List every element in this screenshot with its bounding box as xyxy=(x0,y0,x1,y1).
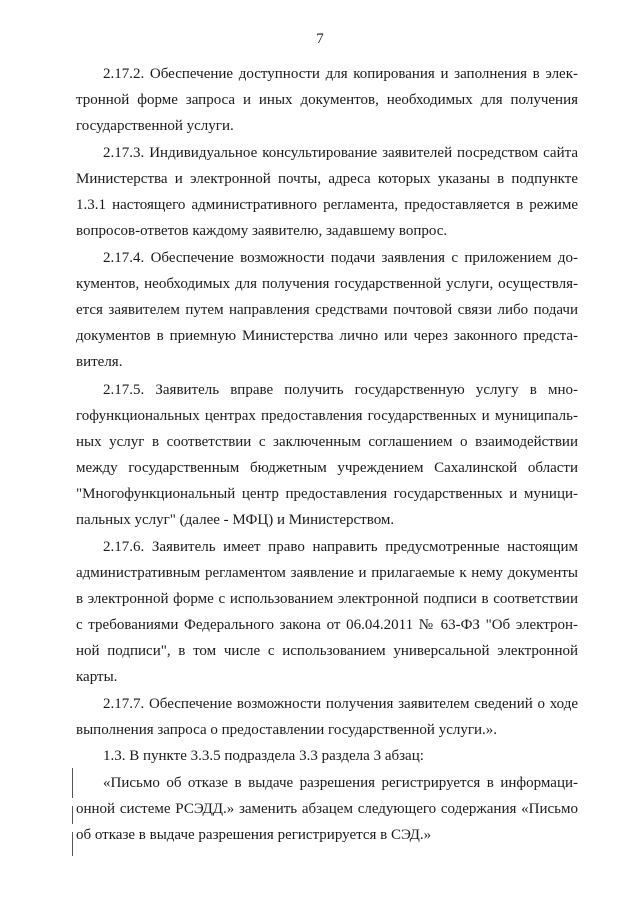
text-line: 2.17.2. Обеспечение доступности для копирования и заполнения в элек- xyxy=(103,66,578,82)
text-line: онной системе РСЭДД.» заменить абзацем следующего содержания «Письмо xyxy=(76,801,578,817)
text-line: гофункциональных центрах предоставления государственных и муниципаль- xyxy=(76,408,578,424)
text-line: ных услуг в соответствии с заключенным соглашением о взаимодействии xyxy=(76,434,578,450)
text-line: документов в приемную Министерства лично или через законного предста- xyxy=(76,328,578,344)
text-line: вопросов-ответов каждому заявителю, задавшему вопрос. xyxy=(76,223,448,239)
text-line: 2.17.5. Заявитель вправе получить государственную услугу в мно- xyxy=(103,382,578,398)
text-line: пальных услуг" (далее - МФЦ) и Министерством. xyxy=(76,512,395,528)
margin-mark xyxy=(72,832,73,856)
page-number: 7 xyxy=(316,31,324,47)
text-line: тронной форме запроса и иных документов, необходимых для получения xyxy=(76,92,578,108)
margin-mark xyxy=(72,768,73,798)
text-line: «Письмо об отказе в выдаче разрешения регистрируется в информаци- xyxy=(103,775,578,791)
text-line: 1.3. В пункте 3.3.5 подраздела 3.3 раздела 3 абзац: xyxy=(103,748,424,764)
text-line: ной подписи", в том числе с использованием универсальной электронной xyxy=(76,643,578,659)
text-line: 2.17.3. Индивидуальное консультирование заявителей посредством сайта xyxy=(103,145,578,161)
text-line: 1.3.1 настоящего административного регламента, предоставляется в режиме xyxy=(76,197,578,213)
margin-mark xyxy=(72,806,73,824)
text-line: ется заявителем путем направления средствами почтовой связи либо подачи xyxy=(76,302,578,318)
text-line: "Многофункциональный центр предоставления государственных и муници- xyxy=(76,486,578,502)
text-line: между государственным бюджетным учреждением Сахалинской области xyxy=(76,460,578,476)
text-line: Министерства и электронной почты, адреса которых указаны в подпункте xyxy=(76,171,578,187)
text-line: об отказе в выдаче разрешения регистрируется в СЭД.» xyxy=(76,827,432,843)
text-line: с требованиями Федерального закона от 06.04.2011 № 63-ФЗ "Об электрон- xyxy=(76,617,578,633)
text-line: в электронной форме с использованием электронной подписи в соответствии xyxy=(76,591,578,607)
text-line: выполнения запроса о предоставлении государственной услуги.». xyxy=(76,722,498,738)
text-line: кументов, необходимых для получения государственной услуги, осуществля- xyxy=(76,276,578,292)
text-line: государственной услуги. xyxy=(76,118,234,134)
text-line: административным регламентом заявление и прилагаемые к нему документы xyxy=(76,565,578,581)
text-line: 2.17.7. Обеспечение возможности получения заявителем сведений о ходе xyxy=(103,696,578,712)
text-line: карты. xyxy=(76,669,118,685)
text-line: вителя. xyxy=(76,354,123,370)
text-line: 2.17.6. Заявитель имеет право направить предусмотренные настоящим xyxy=(103,539,578,555)
text-line: 2.17.4. Обеспечение возможности подачи заявления с приложением до- xyxy=(103,250,578,266)
